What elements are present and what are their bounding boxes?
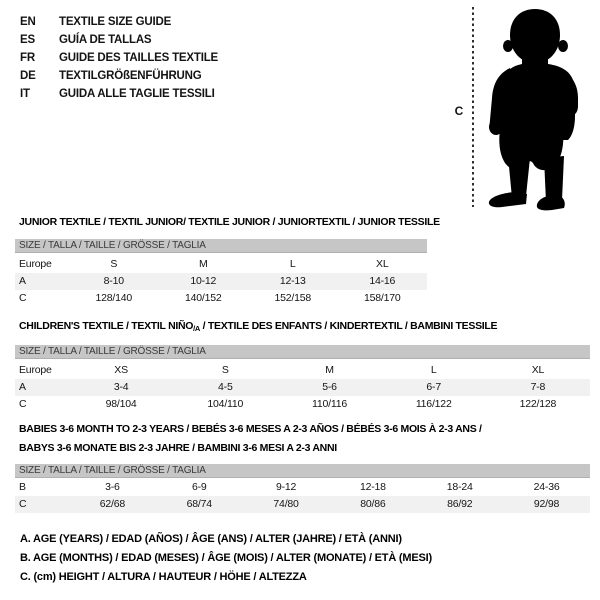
height-cell: 152/158 (274, 292, 312, 304)
language-title-block (20, 13, 218, 103)
guide-title-en: TEXTILE SIZE GUIDE (59, 16, 172, 28)
height-cell: 128/140 (95, 292, 133, 304)
note-age-years: A. AGE (YEARS) / EDAD (AÑOS) / ÂGE (ANS) / ALTER (JAHRE) / ETÀ (ANNI) (20, 533, 402, 545)
height-cell: 158/170 (363, 292, 401, 304)
age-cell: 12-13 (279, 275, 306, 287)
toddler-silhouette (482, 6, 580, 212)
age-cell: 8-10 (103, 275, 124, 287)
age-cell: 3-4 (113, 381, 129, 393)
months-cell: 6-9 (191, 481, 207, 493)
children-title-post: / TEXTILE DES ENFANTS / KINDERTEXTIL / BAMBINI TESSILE (200, 320, 498, 332)
height-cell: 62/68 (99, 498, 126, 510)
table-row-months (15, 479, 590, 496)
height-cell: 80/86 (360, 498, 386, 510)
children-size-table (15, 345, 590, 413)
legend-notes (20, 530, 432, 587)
size-cell: XS (114, 364, 128, 376)
babies-size-table (15, 464, 590, 513)
note-height-cm: C. (cm) HEIGHT / ALTURA / HAUTEUR / HÖHE / ALTEZZA (20, 571, 307, 583)
guide-title-de: TEXTILGRÖßENFÜHRUNG (59, 70, 202, 82)
size-cell: S (110, 258, 118, 270)
language-code: EN (20, 16, 36, 28)
row-label: Europe (19, 258, 52, 270)
age-cell: 5-6 (322, 381, 337, 393)
height-cell: 98/104 (105, 398, 137, 410)
junior-table-title: JUNIOR TEXTILE / TEXTIL JUNIOR/ TEXTILE JUNIOR / JUNIORTEXTIL / JUNIOR TESSILE (19, 216, 440, 228)
table-row-height (15, 396, 590, 413)
height-cell: 104/110 (207, 398, 244, 410)
children-title-subscript: /A (193, 324, 201, 333)
height-cell: 74/80 (273, 498, 299, 510)
table-row-height (15, 496, 590, 513)
size-cell: XL (376, 258, 389, 270)
height-cell: 86/92 (447, 498, 473, 510)
language-code: ES (20, 34, 35, 46)
language-row-fr (20, 49, 218, 67)
height-cell: 122/128 (519, 398, 557, 410)
size-cell: M (325, 364, 334, 376)
age-cell: 14-16 (369, 275, 396, 287)
height-cell: 116/122 (415, 398, 452, 410)
months-cell: 9-12 (275, 481, 297, 493)
size-cell: L (289, 258, 296, 270)
babies-title-line2: BABYS 3-6 MONATE BIS 2-3 JAHRE / BAMBINI 3-6 MESI A 2-3 ANNI (19, 442, 337, 454)
children-size-header-bar: SIZE / TALLA / TAILLE / GRÖSSE / TAGLIA (15, 345, 590, 359)
table-row-europe (15, 362, 590, 379)
row-label: B (19, 481, 26, 493)
table-row-age (15, 379, 590, 396)
guide-title-fr: GUIDE DES TAILLES TEXTILE (59, 52, 218, 64)
height-cell: 92/98 (533, 498, 560, 510)
age-cell: 4-5 (218, 381, 233, 393)
babies-table-title (19, 420, 482, 458)
months-cell: 18-24 (446, 481, 473, 493)
language-row-it (20, 85, 218, 103)
height-measure-dashed-line (472, 7, 474, 207)
size-cell: M (198, 258, 208, 270)
table-row-height (15, 290, 427, 307)
language-code: IT (20, 88, 30, 100)
guide-title-es: GUÍA DE TALLAS (59, 34, 152, 46)
language-row-es (20, 31, 218, 49)
language-code: FR (20, 52, 35, 64)
age-cell: 7-8 (530, 381, 546, 393)
months-cell: 12-18 (359, 481, 386, 493)
age-cell: 10-12 (190, 275, 217, 287)
language-row-de (20, 67, 218, 85)
table-row-europe (15, 256, 427, 273)
size-cell: L (430, 364, 437, 376)
row-label: A (19, 381, 26, 393)
language-row-en (20, 13, 218, 31)
row-label: Europe (19, 364, 52, 376)
table-row-age (15, 273, 427, 290)
height-cell: 140/152 (184, 292, 222, 304)
size-cell: S (221, 364, 229, 376)
months-cell: 3-6 (105, 481, 120, 493)
children-title-pre: CHILDREN'S TEXTILE / TEXTIL NIÑO (19, 320, 194, 332)
guide-title-it: GUIDA ALLE TAGLIE TESSILI (59, 88, 215, 100)
language-code: DE (20, 70, 36, 82)
row-label: A (19, 275, 26, 287)
months-cell: 24-36 (533, 481, 560, 493)
row-label: C (19, 292, 27, 304)
children-table-title (19, 320, 497, 333)
babies-size-header-bar: SIZE / TALLA / TAILLE / GRÖSSE / TAGLIA (15, 464, 590, 478)
junior-size-header-bar: SIZE / TALLA / TAILLE / GRÖSSE / TAGLIA (15, 239, 427, 253)
height-measure-label: C (454, 104, 464, 118)
size-cell: XL (531, 364, 545, 376)
junior-size-table (15, 239, 427, 307)
height-cell: 68/74 (186, 498, 212, 510)
babies-title-line1: BABIES 3-6 MONTH TO 2-3 YEARS / BEBÉS 3-6 MESES A 2-3 AÑOS / BÉBÉS 3-6 MOIS À 2-3 ANS / (19, 423, 482, 435)
row-label: C (19, 398, 27, 410)
row-label: C (19, 498, 27, 510)
age-cell: 6-7 (426, 381, 441, 393)
note-age-months: B. AGE (MONTHS) / EDAD (MESES) / ÂGE (MOIS) / ALTER (MONATE) / ETÀ (MESI) (20, 552, 432, 564)
height-cell: 110/116 (312, 398, 347, 410)
